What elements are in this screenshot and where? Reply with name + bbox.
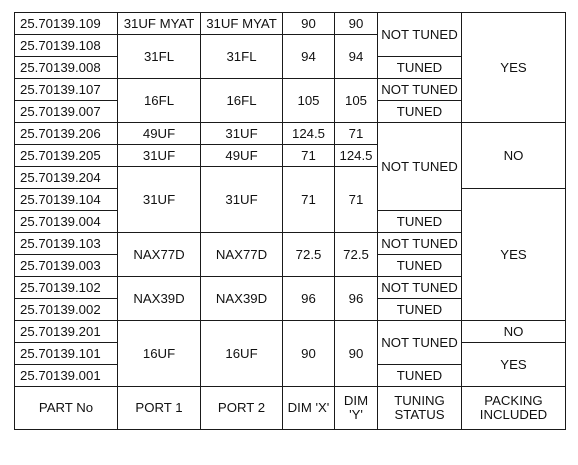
tuning-status-cell: TUNED <box>378 57 462 79</box>
dim-x-cell: 94 <box>283 35 335 79</box>
table-row <box>15 123 566 145</box>
dim-y-cell: 71 <box>335 123 378 145</box>
part-number-cell: 25.70139.007 <box>15 101 118 123</box>
part-number-cell: 25.70139.104 <box>15 189 118 211</box>
dim-x-cell: 96 <box>283 277 335 321</box>
port-1-cell: 31UF MYAT <box>118 13 201 35</box>
dim-y-cell: 72.5 <box>335 233 378 277</box>
port-1-cell: 31FL <box>118 35 201 79</box>
dim-x-cell: 72.5 <box>283 233 335 277</box>
part-number-cell: 25.70139.103 <box>15 233 118 255</box>
tuning-status-cell: TUNED <box>378 211 462 233</box>
packing-included-cell: YES <box>462 343 566 387</box>
header-part-no: PART No <box>15 387 118 430</box>
tuning-status-cell: TUNED <box>378 365 462 387</box>
tuning-status-cell: NOT TUNED <box>378 123 462 211</box>
tuning-status-cell: NOT TUNED <box>378 13 462 57</box>
dim-y-cell: 105 <box>335 79 378 123</box>
tuning-status-cell: TUNED <box>378 255 462 277</box>
packing-included-cell: NO <box>462 123 566 189</box>
table-row <box>15 321 566 343</box>
part-number-cell: 25.70139.204 <box>15 167 118 189</box>
port-2-cell: 31UF <box>201 123 283 145</box>
header-dim-y: DIM 'Y' <box>335 387 378 430</box>
dim-y-cell: 96 <box>335 277 378 321</box>
port-2-cell: 16FL <box>201 79 283 123</box>
part-number-cell: 25.70139.101 <box>15 343 118 365</box>
port-1-cell: NAX77D <box>118 233 201 277</box>
tuning-status-cell: NOT TUNED <box>378 233 462 255</box>
tuning-status-cell: TUNED <box>378 299 462 321</box>
port-1-cell: 31UF <box>118 145 201 167</box>
part-number-cell: 25.70139.003 <box>15 255 118 277</box>
part-number-cell: 25.70139.008 <box>15 57 118 79</box>
part-number-cell: 25.70139.004 <box>15 211 118 233</box>
dim-x-cell: 90 <box>283 13 335 35</box>
port-1-cell: 49UF <box>118 123 201 145</box>
dim-x-cell: 105 <box>283 79 335 123</box>
packing-included-cell: YES <box>462 189 566 321</box>
dim-y-cell: 124.5 <box>335 145 378 167</box>
dim-y-cell: 90 <box>335 13 378 35</box>
port-2-cell: NAX77D <box>201 233 283 277</box>
part-number-cell: 25.70139.102 <box>15 277 118 299</box>
port-2-cell: NAX39D <box>201 277 283 321</box>
dim-x-cell: 90 <box>283 321 335 387</box>
part-number-cell: 25.70139.205 <box>15 145 118 167</box>
tuning-status-cell: TUNED <box>378 101 462 123</box>
port-1-cell: 31UF <box>118 167 201 233</box>
part-number-cell: 25.70139.107 <box>15 79 118 101</box>
dim-x-cell: 71 <box>283 167 335 233</box>
part-number-cell: 25.70139.201 <box>15 321 118 343</box>
port-2-cell: 31UF MYAT <box>201 13 283 35</box>
part-number-cell: 25.70139.109 <box>15 13 118 35</box>
dim-y-cell: 90 <box>335 321 378 387</box>
header-dim-x: DIM 'X' <box>283 387 335 430</box>
parts-table-container <box>14 12 566 430</box>
port-2-cell: 16UF <box>201 321 283 387</box>
header-tuning-status: TUNING STATUS <box>378 387 462 430</box>
packing-included-cell: YES <box>462 13 566 123</box>
tuning-status-cell: NOT TUNED <box>378 321 462 365</box>
table-row <box>15 13 566 35</box>
dim-y-cell: 71 <box>335 167 378 233</box>
part-number-cell: 25.70139.108 <box>15 35 118 57</box>
tuning-status-cell: NOT TUNED <box>378 79 462 101</box>
part-number-cell: 25.70139.002 <box>15 299 118 321</box>
parts-table <box>14 12 566 430</box>
dim-x-cell: 124.5 <box>283 123 335 145</box>
port-2-cell: 49UF <box>201 145 283 167</box>
port-1-cell: 16FL <box>118 79 201 123</box>
header-packing-included: PACKING INCLUDED <box>462 387 566 430</box>
port-1-cell: NAX39D <box>118 277 201 321</box>
table-header-row <box>15 387 566 430</box>
port-1-cell: 16UF <box>118 321 201 387</box>
header-port-1: PORT 1 <box>118 387 201 430</box>
dim-y-cell: 94 <box>335 35 378 79</box>
header-port-2: PORT 2 <box>201 387 283 430</box>
port-2-cell: 31UF <box>201 167 283 233</box>
port-2-cell: 31FL <box>201 35 283 79</box>
dim-x-cell: 71 <box>283 145 335 167</box>
packing-included-cell: NO <box>462 321 566 343</box>
tuning-status-cell: NOT TUNED <box>378 277 462 299</box>
part-number-cell: 25.70139.206 <box>15 123 118 145</box>
part-number-cell: 25.70139.001 <box>15 365 118 387</box>
